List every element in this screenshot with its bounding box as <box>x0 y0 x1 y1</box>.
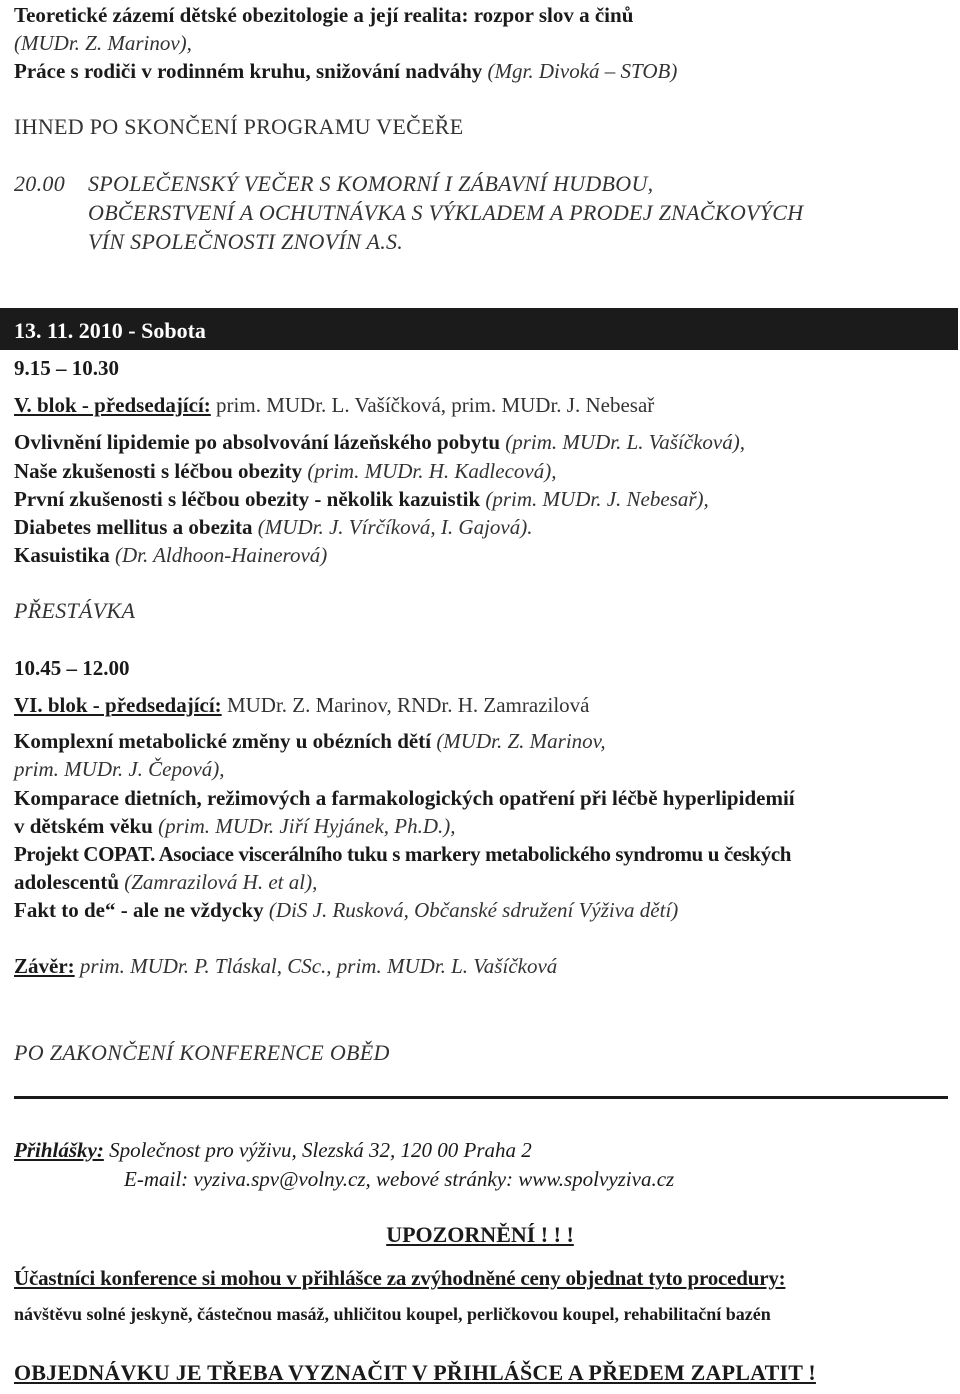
block5-label: V. blok - předsedající: <box>14 393 211 417</box>
list-item <box>14 486 709 512</box>
talk-author: (prim. MUDr. L. Vašíčková), <box>500 430 745 454</box>
list-item <box>14 869 317 895</box>
evening-line-1: SPOLEČENSKÝ VEČER S KOMORNÍ I ZÁBAVNÍ HUDBOU, <box>88 171 654 196</box>
talk-title: Komparace dietních, režimových a farmakologických opatření při léčbě hyperlipidemií <box>14 786 795 810</box>
talk-parents <box>14 58 677 84</box>
block6-chairs-line <box>14 692 590 718</box>
evening-line-3: VÍN SPOLEČNOSTI ZNOVÍN A.S. <box>88 229 404 254</box>
talk-author: (Dr. Aldhoon-Hainerová) <box>109 543 328 567</box>
dinner-note: IHNED PO SKONČENÍ PROGRAMU VEČEŘE <box>14 114 464 139</box>
list-item <box>14 514 532 540</box>
talk-title: Fakt to de“ - ale ne vždycky <box>14 898 264 922</box>
lunch-note: PO ZAKONČENÍ KONFERENCE OBĚD <box>14 1040 390 1065</box>
day-header: 13. 11. 2010 - Sobota <box>14 318 206 343</box>
block6-time: 10.45 – 12.00 <box>14 656 130 680</box>
offer-line-2: návštěvu solné jeskyně, částečnou masáž, uhličitou koupel, perličkovou koupel, rehabilitační bazén <box>14 1304 771 1324</box>
block5-chairs: prim. MUDr. L. Vašíčková, prim. MUDr. J. Nebesař <box>210 393 655 417</box>
talk-author: (prim. MUDr. Jiří Hyjánek, Ph.D.), <box>152 814 456 838</box>
order-note: OBJEDNÁVKU JE TŘEBA VYZNAČIT V PŘIHLÁŠCE A PŘEDEM ZAPLATIT ! <box>14 1360 816 1385</box>
divider <box>14 1096 948 1099</box>
registration-address: Společnost pro výživu, Slezská 32, 120 00 Praha 2 <box>103 1138 532 1162</box>
evening-line-2: OBČERSTVENÍ A OCHUTNÁVKA S VÝKLADEM A PRODEJ ZNAČKOVÝCH <box>88 200 804 225</box>
talk-author: prim. MUDr. J. Čepová), <box>14 757 225 781</box>
registration-contact[interactable]: E-mail: vyziva.spv@volny.cz, webové stránky: www.spolvyziva.cz <box>124 1167 675 1191</box>
block5-chairs-line <box>14 392 654 418</box>
talk-title: Kasuistika <box>14 543 110 567</box>
list-item <box>14 813 456 839</box>
list-item <box>14 542 327 568</box>
talk-title: První zkušenosti s léčbou obezity - několik kazuistik <box>14 487 481 511</box>
conclusion-text: prim. MUDr. P. Tláskal, CSc., prim. MUDr. L. Vašíčková <box>74 954 558 978</box>
talk-title: Projekt COPAT. Asociace viscerálního tuku s markery metabolického syndromu u českých <box>14 842 792 866</box>
talk-author: (Zamrazilová H. et al), <box>119 870 318 894</box>
talk-author: (Mgr. Divoká – STOB) <box>482 59 678 83</box>
talk-title: v dětském věku <box>14 814 153 838</box>
evening-time: 20.00 <box>14 171 65 196</box>
registration-line <box>14 1137 532 1163</box>
offer-line-1: Účastníci konference si mohou v přihlášce za zvýhodněné ceny objednat tyto procedury: <box>14 1266 786 1290</box>
talk-title: Práce s rodiči v rodinném kruhu, snižování nadváhy <box>14 59 483 83</box>
talk-title: Diabetes mellitus a obezita <box>14 515 253 539</box>
talk-author-theory: (MUDr. Z. Marinov), <box>14 31 192 55</box>
list-item <box>14 429 745 455</box>
talk-author: (MUDr. Z. Marinov, <box>431 729 606 753</box>
talk-title-theory: Teoretické zázemí dětské obezitologie a její realita: rozpor slov a činů <box>14 3 634 27</box>
warning-heading: UPOZORNĚNÍ ! ! ! <box>386 1222 574 1247</box>
talk-author: (MUDr. J. Vírčíková, I. Gajová). <box>252 515 533 539</box>
list-item <box>14 728 606 754</box>
talk-author: (prim. MUDr. J. Nebesař), <box>480 487 709 511</box>
list-item <box>14 897 678 923</box>
block6-label: VI. blok - předsedající: <box>14 693 222 717</box>
block5-time: 9.15 – 10.30 <box>14 356 119 380</box>
talk-title: Naše zkušenosti s léčbou obezity <box>14 459 303 483</box>
talk-title: Komplexní metabolické změny u obézních dětí <box>14 729 432 753</box>
conclusion-line <box>14 953 557 979</box>
talk-author: (DiS J. Rusková, Občanské sdružení Výživa dětí) <box>263 898 679 922</box>
block6-chairs: MUDr. Z. Marinov, RNDr. H. Zamrazilová <box>221 693 590 717</box>
registration-label: Přihlášky: <box>14 1138 104 1162</box>
conclusion-label: Závěr: <box>14 954 75 978</box>
talk-title: adolescentů <box>14 870 119 894</box>
talk-title: Ovlivnění lipidemie po absolvování lázeňského pobytu <box>14 430 501 454</box>
talk-author: (prim. MUDr. H. Kadlecová), <box>302 459 557 483</box>
break-label: PŘESTÁVKA <box>14 598 136 623</box>
list-item <box>14 458 556 484</box>
